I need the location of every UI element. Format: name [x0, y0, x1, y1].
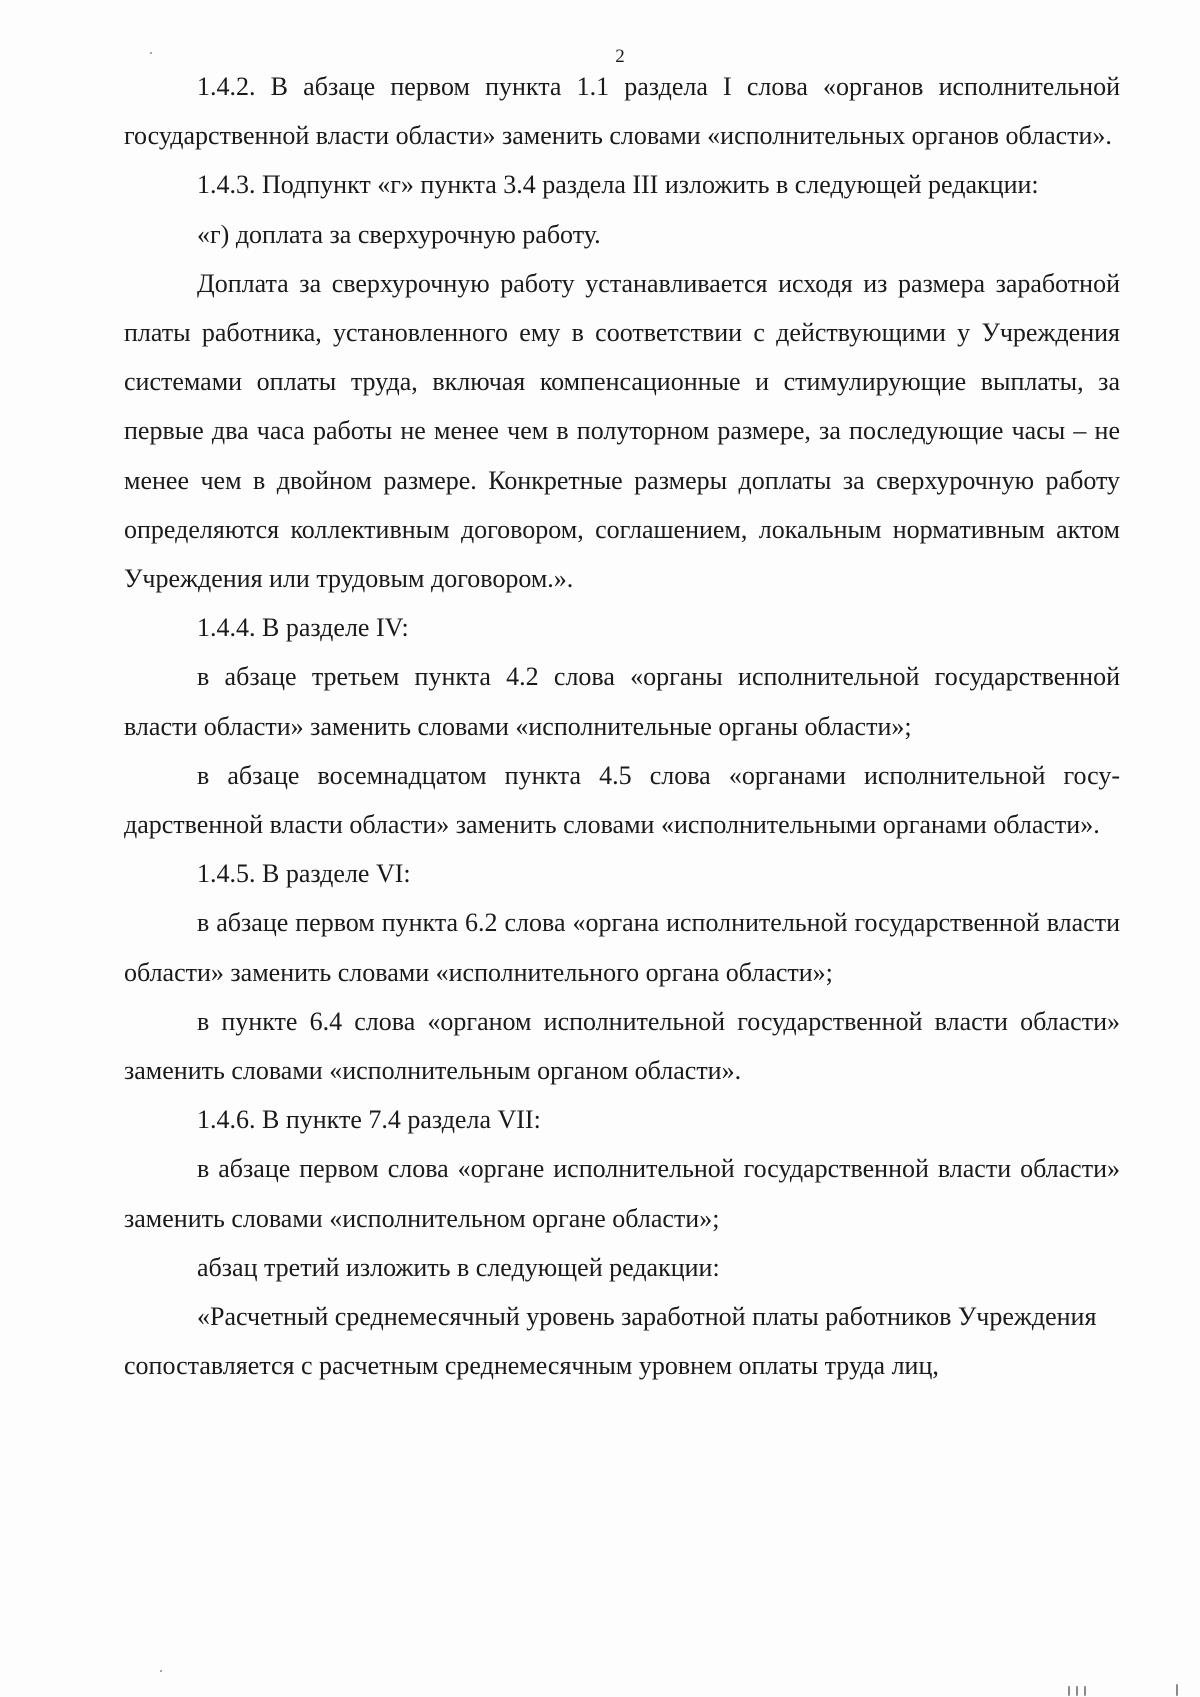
paragraph-7-4-first-amendment: в абзаце первом слова «органе исполнительной государственной власти области» заменить словами «исполнительном органе области»; — [124, 1154, 1120, 1233]
paragraph-1-4-2: 1.4.2. В абзаце первом пункта 1.1 раздела I слова «органов исполнительной государственной власти области» заменить словами «исполнительных органов области». — [124, 72, 1120, 151]
scan-speck — [150, 52, 152, 54]
scan-speck — [1068, 1686, 1070, 1696]
paragraph-4-5-amendment: в абзаце восемнадцатом пункта 4.5 слова «органами исполнительной государственной власти области» заменить словами «исполнительными органами области». — [124, 760, 1120, 840]
paragraph-overtime-pay: Доплата за сверхурочную работу устанавливается исходя из размера заработной платы работника, установленного ему в соответствии с действующими у Учреждения системами оплаты труда, включая компенсационные и стимулирующие выплаты, за первые два часа работы не менее чем в полуторном размере, за последующие часы – не менее чем в двойном размере. Конкретные размеры доплаты за сверхурочную работу определяются коллективным договором, соглашением, локальным нормативным актом Учреждения или трудовым договором.». — [124, 268, 1120, 594]
paragraph-6-2-amendment: в абзаце первом пункта 6.2 слова «органа исполнительной государственной власти области» заменить словами «исполнительного органа области»; — [124, 908, 1120, 987]
paragraph-6-4-amendment: в пункте 6.4 слова «органом исполнительной государственной власти области» заменить словами «исполнительным органом области». — [124, 1006, 1120, 1086]
scan-speck — [1084, 1686, 1086, 1696]
paragraph-1-4-5: 1.4.5. В разделе VI: — [197, 859, 411, 889]
paragraph-1-4-6: 1.4.6. В пункте 7.4 раздела VII: — [197, 1105, 541, 1135]
paragraph-1-4-3: 1.4.3. Подпункт «г» пункта 3.4 раздела III изложить в следующей редакции: — [197, 170, 1039, 200]
page-number: 2 — [615, 46, 625, 67]
scan-speck — [1176, 1684, 1178, 1696]
paragraph-7-4-third-intro: абзац третий изложить в следующей редакции: — [197, 1252, 720, 1282]
paragraph-7-4-third-text: «Расчетный среднемесячный уровень заработной платы работников Учреждения сопоставляется с расчетным среднемесячным уровнем оплаты труда лиц, — [124, 1302, 1097, 1381]
scan-speck — [160, 1670, 162, 1672]
paragraph-subpoint-g-title: «г) доплата за сверхурочную работу. — [197, 219, 601, 249]
paragraph-4-2-amendment: в абзаце третьем пункта 4.2 слова «органы исполнительной государственной власти области» заменить словами «исполнительные органы области»; — [124, 662, 1120, 741]
paragraph-1-4-4: 1.4.4. В разделе IV: — [197, 613, 409, 643]
scan-speck — [1076, 1686, 1078, 1696]
document-body — [124, 62, 1120, 1390]
